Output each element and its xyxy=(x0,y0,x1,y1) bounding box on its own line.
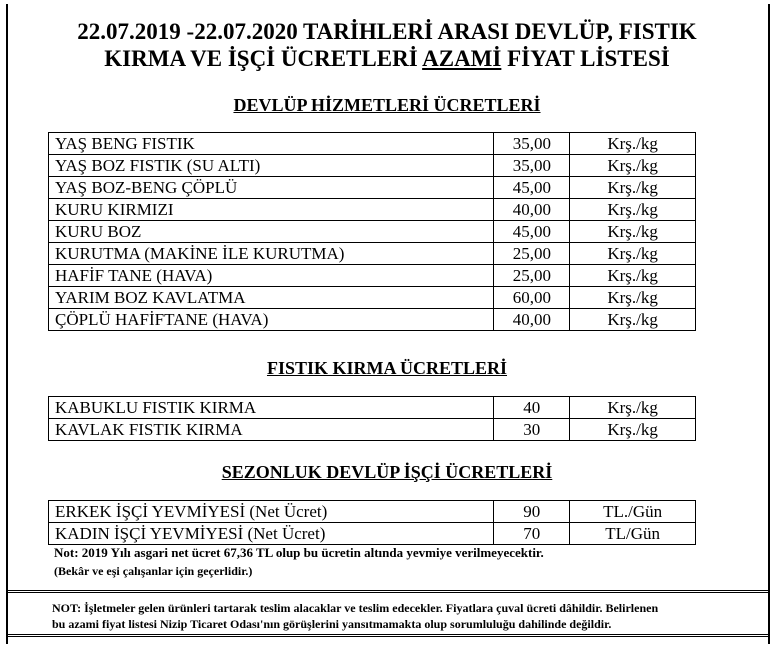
item-unit: Krş./kg xyxy=(570,221,696,243)
item-price: 40,00 xyxy=(494,199,570,221)
section-kirma-title: FISTIK KIRMA ÜCRETLERİ xyxy=(266,358,508,378)
item-price: 45,00 xyxy=(494,221,570,243)
item-name: KURUTMA (MAKİNE İLE KURUTMA) xyxy=(49,243,494,265)
title-line-2-c: FİYAT LİSTESİ xyxy=(501,46,670,71)
table-row xyxy=(49,287,696,309)
title-line-2-a: KIRMA VE İŞÇİ ÜCRETLERİ xyxy=(104,46,423,71)
table-row xyxy=(49,265,696,287)
item-price: 60,00 xyxy=(494,287,570,309)
item-name: KADIN İŞÇİ YEVMİYESİ (Net Ücret) xyxy=(49,523,494,545)
section-isci-title: SEZONLUK DEVLÜP İŞÇİ ÜCRETLERİ xyxy=(221,462,553,482)
item-unit: TL/Gün xyxy=(570,523,696,545)
note-minimum-wage: Not: 2019 Yılı asgari net ücret 67,36 TL olup bu ücretin altında yevmiye verilmeyecektir. xyxy=(54,545,544,560)
item-unit: Krş./kg xyxy=(570,397,696,419)
item-name: YAŞ BENG FISTIK xyxy=(49,133,494,155)
table-row xyxy=(49,155,696,177)
item-price: 40 xyxy=(494,397,570,419)
item-unit: Krş./kg xyxy=(570,133,696,155)
note-disclaimer-line-1: NOT: İşletmeler gelen ürünleri tartarak teslim alacaklar ve teslim edecekler. Fiyatlara çuval ücreti dâhildir. Belirlenen xyxy=(52,601,659,615)
item-price: 70 xyxy=(494,523,570,545)
item-unit: TL./Gün xyxy=(570,501,696,523)
item-price: 40,00 xyxy=(494,309,570,331)
item-price: 25,00 xyxy=(494,265,570,287)
item-unit: Krş./kg xyxy=(570,287,696,309)
item-price: 25,00 xyxy=(494,243,570,265)
item-name: YARIM BOZ KAVLATMA xyxy=(49,287,494,309)
item-price: 35,00 xyxy=(494,133,570,155)
section-devlup-title: DEVLÜP HİZMETLERİ ÜCRETLERİ xyxy=(233,95,541,115)
item-name: ÇÖPLÜ HAFİFTANE (HAVA) xyxy=(49,309,494,331)
title-line-2 xyxy=(0,45,774,72)
item-name: YAŞ BOZ FISTIK (SU ALTI) xyxy=(49,155,494,177)
divider-bottom xyxy=(6,634,768,637)
item-unit: Krş./kg xyxy=(570,177,696,199)
item-price: 35,00 xyxy=(494,155,570,177)
item-name: KAVLAK FISTIK KIRMA xyxy=(49,419,494,441)
table-row xyxy=(49,397,696,419)
item-price: 45,00 xyxy=(494,177,570,199)
isci-table xyxy=(48,500,696,545)
item-name: ERKEK İŞÇİ YEVMİYESİ (Net Ücret) xyxy=(49,501,494,523)
note-validity: (Bekâr ve eşi çalışanlar için geçerlidir.) xyxy=(54,564,253,578)
item-unit: Krş./kg xyxy=(570,199,696,221)
item-unit: Krş./kg xyxy=(570,155,696,177)
title-azami: AZAMİ xyxy=(422,46,502,71)
note-disclaimer-line-2: bu azami fiyat listesi Nizip Ticaret Odası'nın görüşlerini yansıtmamakta olup sorumluluğu dahilinde değildir. xyxy=(52,617,612,631)
table-row xyxy=(49,523,696,545)
item-unit: Krş./kg xyxy=(570,243,696,265)
item-price: 30 xyxy=(494,419,570,441)
item-name: YAŞ BOZ-BENG ÇÖPLÜ xyxy=(49,177,494,199)
item-price: 90 xyxy=(494,501,570,523)
item-unit: Krş./kg xyxy=(570,265,696,287)
item-name: KURU BOZ xyxy=(49,221,494,243)
item-unit: Krş./kg xyxy=(570,419,696,441)
table-row xyxy=(49,221,696,243)
title-line-1: 22.07.2019 -22.07.2020 TARİHLERİ ARASI DEVLÜP, FISTIK xyxy=(77,19,697,44)
table-row xyxy=(49,199,696,221)
table-row xyxy=(49,243,696,265)
table-row xyxy=(49,419,696,441)
table-row xyxy=(49,309,696,331)
note-disclaimer xyxy=(52,600,658,632)
item-name: KABUKLU FISTIK KIRMA xyxy=(49,397,494,419)
item-name: HAFİF TANE (HAVA) xyxy=(49,265,494,287)
devlup-table xyxy=(48,132,696,331)
table-row xyxy=(49,177,696,199)
item-unit: Krş./kg xyxy=(570,309,696,331)
table-row xyxy=(49,133,696,155)
kirma-table xyxy=(48,396,696,441)
divider-top xyxy=(6,590,768,593)
item-name: KURU KIRMIZI xyxy=(49,199,494,221)
table-row xyxy=(49,501,696,523)
